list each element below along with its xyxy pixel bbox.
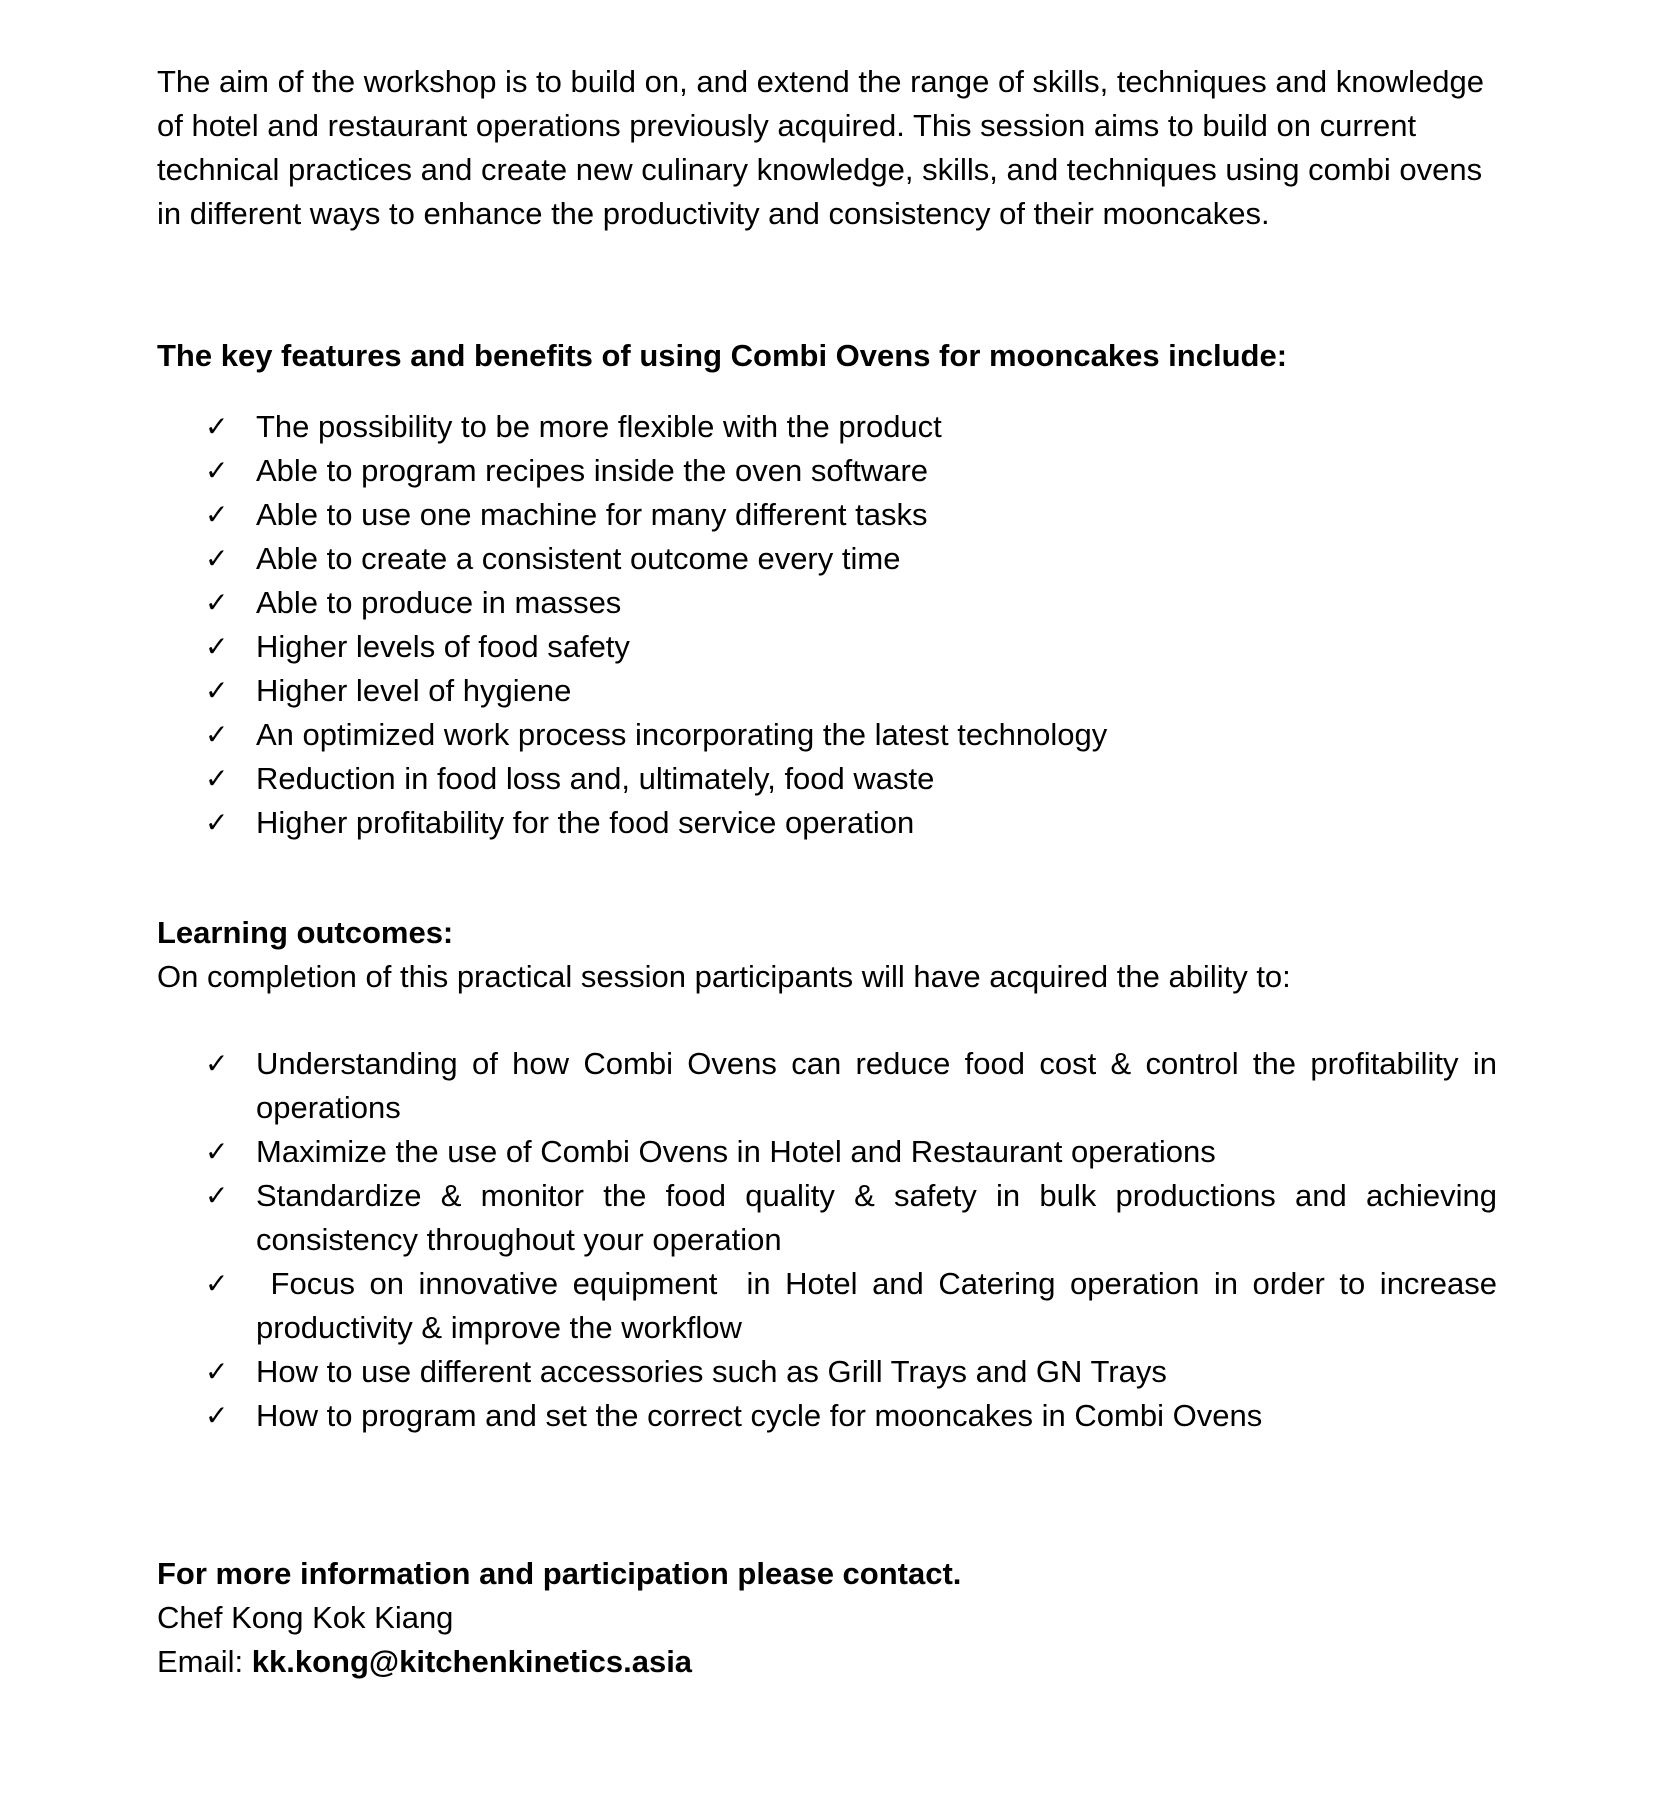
list-item [157, 801, 1497, 845]
list-item-text: Standardize & monitor the food quality & safety in bulk productions and achieving consistency throughout your operation [256, 1178, 1497, 1257]
checkmark-icon: ✓ [205, 410, 229, 443]
checkmark-icon: ✓ [205, 1179, 229, 1212]
list-item [157, 405, 1497, 449]
list-item [157, 493, 1497, 537]
list-item [157, 1174, 1497, 1262]
list-item [157, 1394, 1497, 1438]
list-item-text: Able to use one machine for many different tasks [256, 497, 928, 532]
features-list [157, 405, 1497, 845]
checkmark-icon: ✓ [205, 674, 229, 707]
list-item [157, 757, 1497, 801]
document-page [157, 60, 1506, 1684]
list-item-text: Higher profitability for the food service operation [256, 805, 915, 840]
checkmark-icon: ✓ [205, 630, 229, 663]
list-item [157, 1262, 1506, 1350]
list-item-text: Able to program recipes inside the oven software [256, 453, 929, 488]
outcomes-list [157, 1042, 1506, 1438]
list-item-text: Understanding of how Combi Ovens can reduce food cost & control the profitability in operations [256, 1046, 1497, 1125]
list-item-text: Higher levels of food safety [256, 629, 630, 664]
list-item [157, 537, 1497, 581]
list-item-text: Able to produce in masses [256, 585, 622, 620]
list-item-text: Focus on innovative equipment in Hotel and Catering operation in order to increase productivity & improve the workflow [256, 1266, 1506, 1345]
list-item-text: How to program and set the correct cycle for mooncakes in Combi Ovens [256, 1398, 1263, 1433]
list-item-text: Reduction in food loss and, ultimately, food waste [256, 761, 935, 796]
checkmark-icon: ✓ [205, 1355, 229, 1388]
list-item [157, 713, 1497, 757]
list-item [157, 669, 1497, 713]
checkmark-icon: ✓ [205, 542, 229, 575]
outcomes-heading: Learning outcomes: [157, 915, 454, 950]
list-item [157, 1350, 1497, 1394]
checkmark-icon: ✓ [205, 498, 229, 531]
list-item-text: How to use different accessories such as Grill Trays and GN Trays [256, 1354, 1167, 1389]
checkmark-icon: ✓ [205, 762, 229, 795]
email-label: Email: [157, 1644, 252, 1679]
list-item-text: Higher level of hygiene [256, 673, 572, 708]
email-link[interactable]: kk.kong@kitchenkinetics.asia [251, 1644, 693, 1679]
checkmark-icon: ✓ [205, 1267, 229, 1300]
list-item [157, 1042, 1497, 1130]
checkmark-icon: ✓ [205, 1399, 229, 1432]
contact-email-line [157, 1640, 1497, 1684]
list-item [157, 581, 1497, 625]
checkmark-icon: ✓ [205, 806, 229, 839]
outcomes-intro: On completion of this practical session participants will have acquired the ability to: [157, 959, 1291, 994]
checkmark-icon: ✓ [205, 586, 229, 619]
contact-heading: For more information and participation please contact. [157, 1556, 962, 1591]
list-item-text: Maximize the use of Combi Ovens in Hotel and Restaurant operations [256, 1134, 1216, 1169]
intro-paragraph: The aim of the workshop is to build on, and extend the range of skills, techniques and knowledge of hotel and restaurant operations previously acquired. This session aims to build on current technical practices and create new culinary knowledge, skills, and techniques using combi ovens in different ways to enhance the productivity and consistency of their mooncakes. [157, 64, 1484, 231]
checkmark-icon: ✓ [205, 1047, 229, 1080]
checkmark-icon: ✓ [205, 454, 229, 487]
list-item-text: Able to create a consistent outcome every time [256, 541, 901, 576]
features-heading: The key features and benefits of using Combi Ovens for mooncakes include: [157, 338, 1288, 373]
list-item-text: An optimized work process incorporating the latest technology [256, 717, 1108, 752]
list-item-text: The possibility to be more flexible with the product [256, 409, 942, 444]
checkmark-icon: ✓ [205, 1135, 229, 1168]
list-item [157, 625, 1497, 669]
contact-name: Chef Kong Kok Kiang [157, 1600, 454, 1635]
list-item [157, 449, 1497, 493]
checkmark-icon: ✓ [205, 718, 229, 751]
list-item [157, 1130, 1497, 1174]
